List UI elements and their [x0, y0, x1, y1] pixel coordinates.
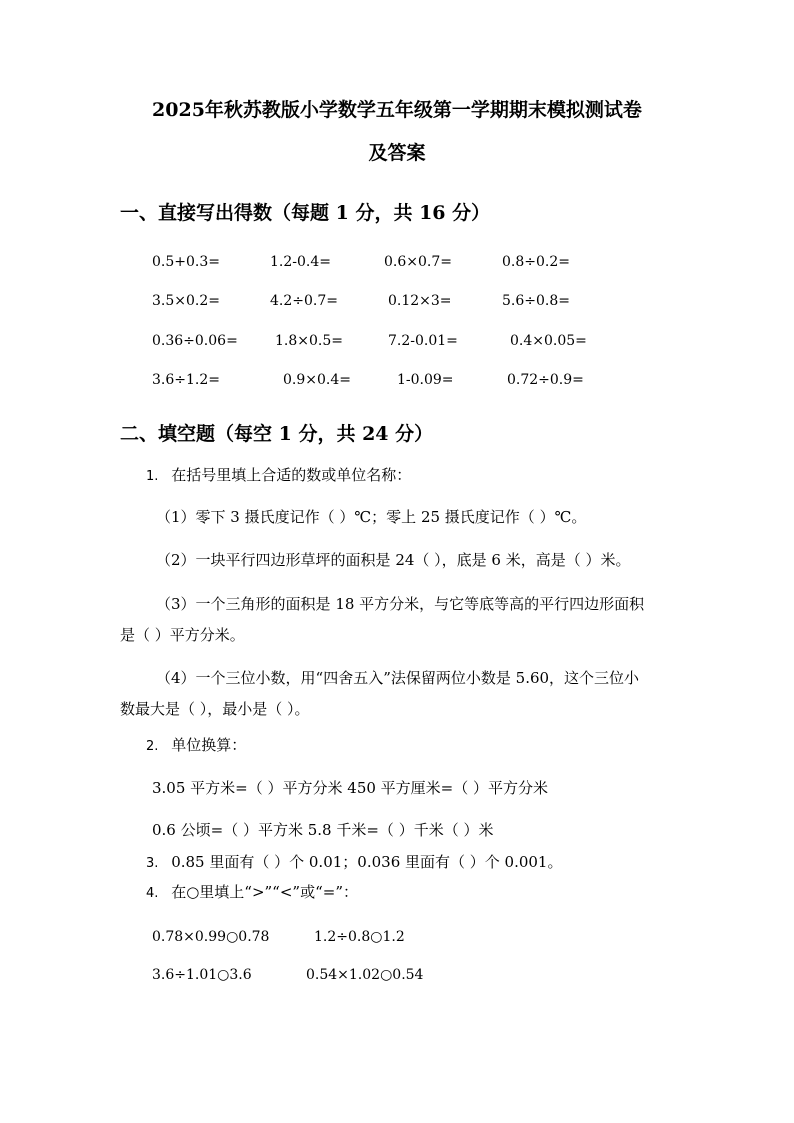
question-1-item-4-line-1: （4）一个三位小数，用“四舍五入”法保留两位小数是 5.60，这个三位小 — [156, 669, 640, 687]
comparison-item: 0.78×0.99○0.78 — [152, 929, 270, 945]
question-1-item-2: （2）一块平行四边形草坪的面积是 24（ ），底是 6 米，高是（ ）米。 — [156, 551, 631, 569]
question-number: 1. — [146, 469, 159, 484]
comparison-item: 0.54×1.02○0.54 — [306, 967, 424, 983]
arithmetic-item: 0.8÷0.2= — [502, 254, 570, 270]
arithmetic-item: 0.5+0.3= — [152, 254, 220, 270]
question-number: 3. — [146, 856, 159, 871]
arithmetic-item: 0.6×0.7= — [384, 254, 452, 270]
arithmetic-row-1 — [0, 254, 794, 274]
question-3 — [146, 855, 562, 870]
question-1 — [146, 468, 411, 483]
question-text: 在○里填上“>”“<”或“=”： — [171, 883, 358, 901]
question-1-item-4-line-2: 数最大是（ ），最小是（ ）。 — [120, 700, 310, 718]
arithmetic-row-3 — [0, 333, 794, 353]
question-2-line-2: 0.6 公顷=（ ）平方米 5.8 千米=（ ）千米（ ）米 — [152, 821, 494, 839]
question-number: 2. — [146, 739, 159, 754]
arithmetic-item: 7.2-0.01= — [388, 333, 458, 349]
document-title-line2: 及答案 — [368, 142, 426, 164]
arithmetic-item: 0.36÷0.06= — [152, 333, 238, 349]
question-1-item-3-line-2: 是（ ）平方分米。 — [120, 626, 245, 644]
comparison-row-2 — [0, 967, 794, 987]
arithmetic-item: 0.4×0.05= — [510, 333, 587, 349]
section1-heading: 一、直接写出得数（每题 1 分，共 16 分） — [120, 202, 491, 224]
question-1-item-1: （1）零下 3 摄氏度记作（ ）℃；零上 25 摄氏度记作（ ）℃。 — [156, 508, 587, 526]
section2-heading: 二、填空题（每空 1 分，共 24 分） — [120, 423, 434, 445]
arithmetic-row-4 — [0, 372, 794, 392]
arithmetic-item: 0.72÷0.9= — [507, 372, 584, 388]
question-number: 4. — [146, 886, 159, 901]
document-title-line1: 2025年秋苏教版小学数学五年级第一学期期末模拟测试卷 — [152, 99, 642, 121]
question-2 — [146, 738, 246, 753]
arithmetic-item: 0.9×0.4= — [283, 372, 351, 388]
question-text: 在括号里填上合适的数或单位名称： — [171, 466, 412, 484]
question-text: 单位换算： — [171, 736, 247, 754]
arithmetic-item: 1.8×0.5= — [275, 333, 343, 349]
arithmetic-item: 3.5×0.2= — [152, 293, 220, 309]
arithmetic-item: 4.2÷0.7= — [270, 293, 338, 309]
comparison-row-1 — [0, 929, 794, 949]
arithmetic-item: 0.12×3= — [388, 293, 452, 309]
question-4 — [146, 885, 358, 900]
arithmetic-item: 1.2-0.4= — [270, 254, 331, 270]
arithmetic-row-2 — [0, 293, 794, 313]
question-1-item-3-line-1: （3）一个三角形的面积是 18 平方分米，与它等底等高的平行四边形面积 — [156, 595, 645, 613]
question-2-line-1: 3.05 平方米=（ ）平方分米 450 平方厘米=（ ）平方分米 — [152, 779, 549, 797]
comparison-item: 1.2÷0.8○1.2 — [314, 929, 405, 945]
question-text: 0.85 里面有（ ）个 0.01；0.036 里面有（ ）个 0.001。 — [171, 853, 563, 871]
arithmetic-item: 5.6÷0.8= — [502, 293, 570, 309]
comparison-item: 3.6÷1.01○3.6 — [152, 967, 252, 983]
arithmetic-item: 3.6÷1.2= — [152, 372, 220, 388]
arithmetic-item: 1-0.09= — [397, 372, 454, 388]
